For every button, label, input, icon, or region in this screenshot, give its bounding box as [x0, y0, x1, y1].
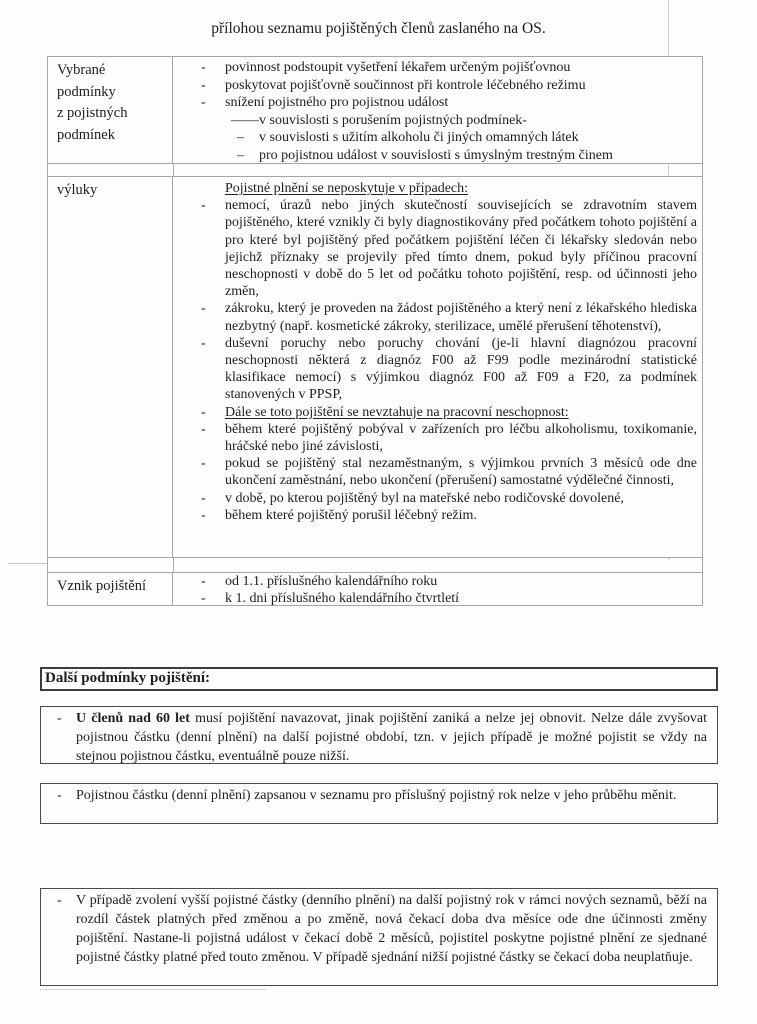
row-label-vznik-pojisteni: [48, 573, 173, 605]
dash-marker: -: [201, 574, 206, 589]
list-item: [173, 574, 697, 591]
dash-marker: -: [201, 60, 206, 75]
dash-marker: –: [237, 147, 244, 163]
label-line: Vybrané: [57, 62, 106, 78]
section-heading-text: Další podmínky pojištění:: [45, 670, 211, 686]
dash-marker: -: [57, 788, 62, 803]
list-item: [173, 197, 697, 300]
list-item: [173, 404, 697, 421]
list-item-text: v době, po kterou pojištěný byl na mateřské nebo rodičovské dovolené,: [225, 490, 624, 506]
table-border-connector: [173, 558, 174, 572]
scan-artifact-bottom-line: [40, 989, 266, 990]
list-item-text: od 1.1. příslušného kalendářního roku: [225, 574, 438, 589]
list-item: [173, 507, 697, 524]
sub-list-item: [173, 129, 697, 147]
underlined-list-item-text: Dále se toto pojištění se nevztahuje na pracovní neschopnost:: [225, 404, 569, 420]
dash-marker: -: [201, 590, 206, 605]
row-label-vybrane-podminky: [48, 57, 173, 163]
list-item-text: poskytovat pojišťovně součinnost při kontrole léčebného režimu: [225, 77, 586, 93]
dash-marker: -: [201, 507, 206, 523]
table-border-connector: [702, 164, 703, 176]
dash-marker: -: [201, 404, 206, 420]
list-item: [173, 490, 697, 507]
sub-list-item: [173, 112, 697, 130]
list-item: [173, 94, 697, 112]
condition-body-text: V případě zvolení vyšší pojistné částky (denního plnění) na další pojistný rok v rámci nových seznamů, běží na rozdíl částek platných před změnou a po změně, nová čekací doba dva měsíce ode dne účinnosti změny pojištění. Nastane-li pojistná událost v čekací době 2 měsíců, pojistitel poskytne pojistné plnění ze sjednané pojistné částky platné před touto změnou. V případě sjednání nižší pojistné částky se čekací doba neuplatňuje.: [76, 893, 707, 965]
condition-body-text: musí pojištění navazovat, jinak pojištění zaniká a nelze jej obnovit. Nelze dále zvyšovat pojistnou částku (denní plnění) na další pojistné období, tzn. v jejich případě je možné pojistit se vždy na stejnou pojistnou částku, eventuálně pouze nižší.: [76, 711, 707, 764]
table-row-vybrane-podminky: [47, 56, 703, 164]
condition-bold-lead: U členů nad 60 let: [76, 711, 190, 726]
dash-marker: -: [201, 198, 206, 214]
list-item-text: k 1. dni příslušného kalendářního čtvrtletí: [225, 590, 460, 605]
list-item: [173, 300, 697, 334]
dash-marker: -: [201, 456, 206, 472]
list-item: [173, 591, 697, 606]
table-border-connector: [173, 164, 174, 176]
list-item: [173, 77, 697, 95]
list-item-text: duševní poruchy nebo poruchy chování (je-li hlavní diagnózou pracovní neschopnosti některá z diagnóz F00 až F99 podle mezinárodní statistické klasifikace nemocí) s výjimkou diagnóz F00 až F09 a F20, za podmínek stanovených v PPSP,: [225, 335, 697, 403]
list-item-text: ——v souvislosti s porušením pojistných podmínek-: [231, 112, 527, 128]
scan-artifact-horizontal-line: [8, 563, 48, 564]
condition-box-higher-amount: [40, 888, 718, 986]
condition-text: [41, 889, 717, 967]
dash-marker: -: [57, 893, 62, 908]
dash-marker: –: [237, 130, 244, 145]
section-heading: [173, 180, 697, 197]
list-item-text: během které pojištěný pobýval v zařízeních pro léčbu alkoholismu, toxikomanie, hráčské nebo jiné závislosti,: [225, 421, 697, 455]
table-row-vznik-pojisteni: [47, 572, 703, 606]
list-item-text: zákroku, který je proveden na žádost pojištěného a který není z lékařského hlediska nezbytný (např. kosmetické zákroky, sterilizace, umělé přerušení těhotenství),: [225, 301, 697, 334]
list-item-text: nemocí, úrazů nebo jiných skutečností souvisejících se zdravotním stavem pojištěného, které vznikly či byly diagnostikovány před počátkem tohoto pojištění a pro které byl pojištěný před počátkem pojištění léčen či lékařsky sledován nebo jejichž příznaky se projevily před tímto dnem, pokud byly příčinou pracovní neschopnosti v době do 5 let od počátku tohoto pojištění, resp. od účinnosti jeho změn,: [225, 198, 697, 300]
underlined-heading-text: Pojistné plnění se neposkytuje v případech:: [225, 181, 469, 196]
condition-text: [41, 707, 717, 764]
dash-marker: -: [201, 301, 206, 317]
row-label-vyluky: [48, 177, 173, 557]
condition-box-insured-amount: [40, 783, 718, 824]
dash-marker: -: [201, 335, 206, 351]
label-line: podmínky: [57, 83, 116, 100]
table-border-connector: [47, 558, 48, 572]
condition-text: [41, 784, 717, 805]
dash-marker: -: [201, 421, 206, 437]
list-item-text: pro pojistnou událost v souvislosti s úmyslným trestným činem: [259, 147, 613, 163]
table-border-connector: [47, 164, 48, 176]
condition-box-members-over-60: [40, 706, 718, 764]
list-item-text: pokud se pojištěný stal nezaměstnaným, s výjimkou prvních 3 měsíců ode dne ukončení zaměstnání, nebo ukončení (přerušení) samostatné výdělečné činnosti,: [225, 456, 697, 489]
label-line: z pojistných: [57, 105, 128, 121]
list-item: [173, 335, 697, 404]
label-line: výluky: [57, 182, 98, 198]
condition-body-text: Pojistnou částku (denní plnění) zapsanou v seznamu pro příslušný pojistný rok nelze v jeho průběhu měnit.: [76, 788, 677, 803]
dash-marker: -: [201, 95, 206, 110]
table-row-vyluky: [47, 176, 703, 558]
intro-line: přílohou seznamu pojištěných členů zaslaného na OS.: [211, 20, 546, 37]
sub-list-item: [173, 147, 697, 164]
row-content-vybrane-podminky: [173, 57, 702, 163]
dash-marker: -: [201, 77, 206, 93]
list-item: [173, 421, 697, 455]
list-item-text: během které pojištěný porušil léčebný režim.: [225, 507, 477, 523]
dash-marker: -: [201, 490, 206, 506]
row-content-vznik-pojisteni: [173, 573, 702, 605]
list-item: [173, 455, 697, 489]
list-item-text: snížení pojistného pro pojistnou událost: [225, 95, 449, 110]
list-item: [173, 59, 697, 77]
table-border-connector: [702, 558, 703, 572]
list-item-text: v souvislosti s užitím alkoholu či jiných omamných látek: [259, 130, 579, 145]
section-heading-box: [40, 667, 718, 691]
dash-marker: -: [57, 711, 62, 726]
label-line: Vznik pojištění: [57, 578, 147, 594]
row-content-vyluky: [173, 177, 702, 557]
label-line: podmínek: [57, 126, 115, 143]
list-item-text: povinnost podstoupit vyšetření lékařem určeným pojišťovnou: [225, 60, 571, 75]
